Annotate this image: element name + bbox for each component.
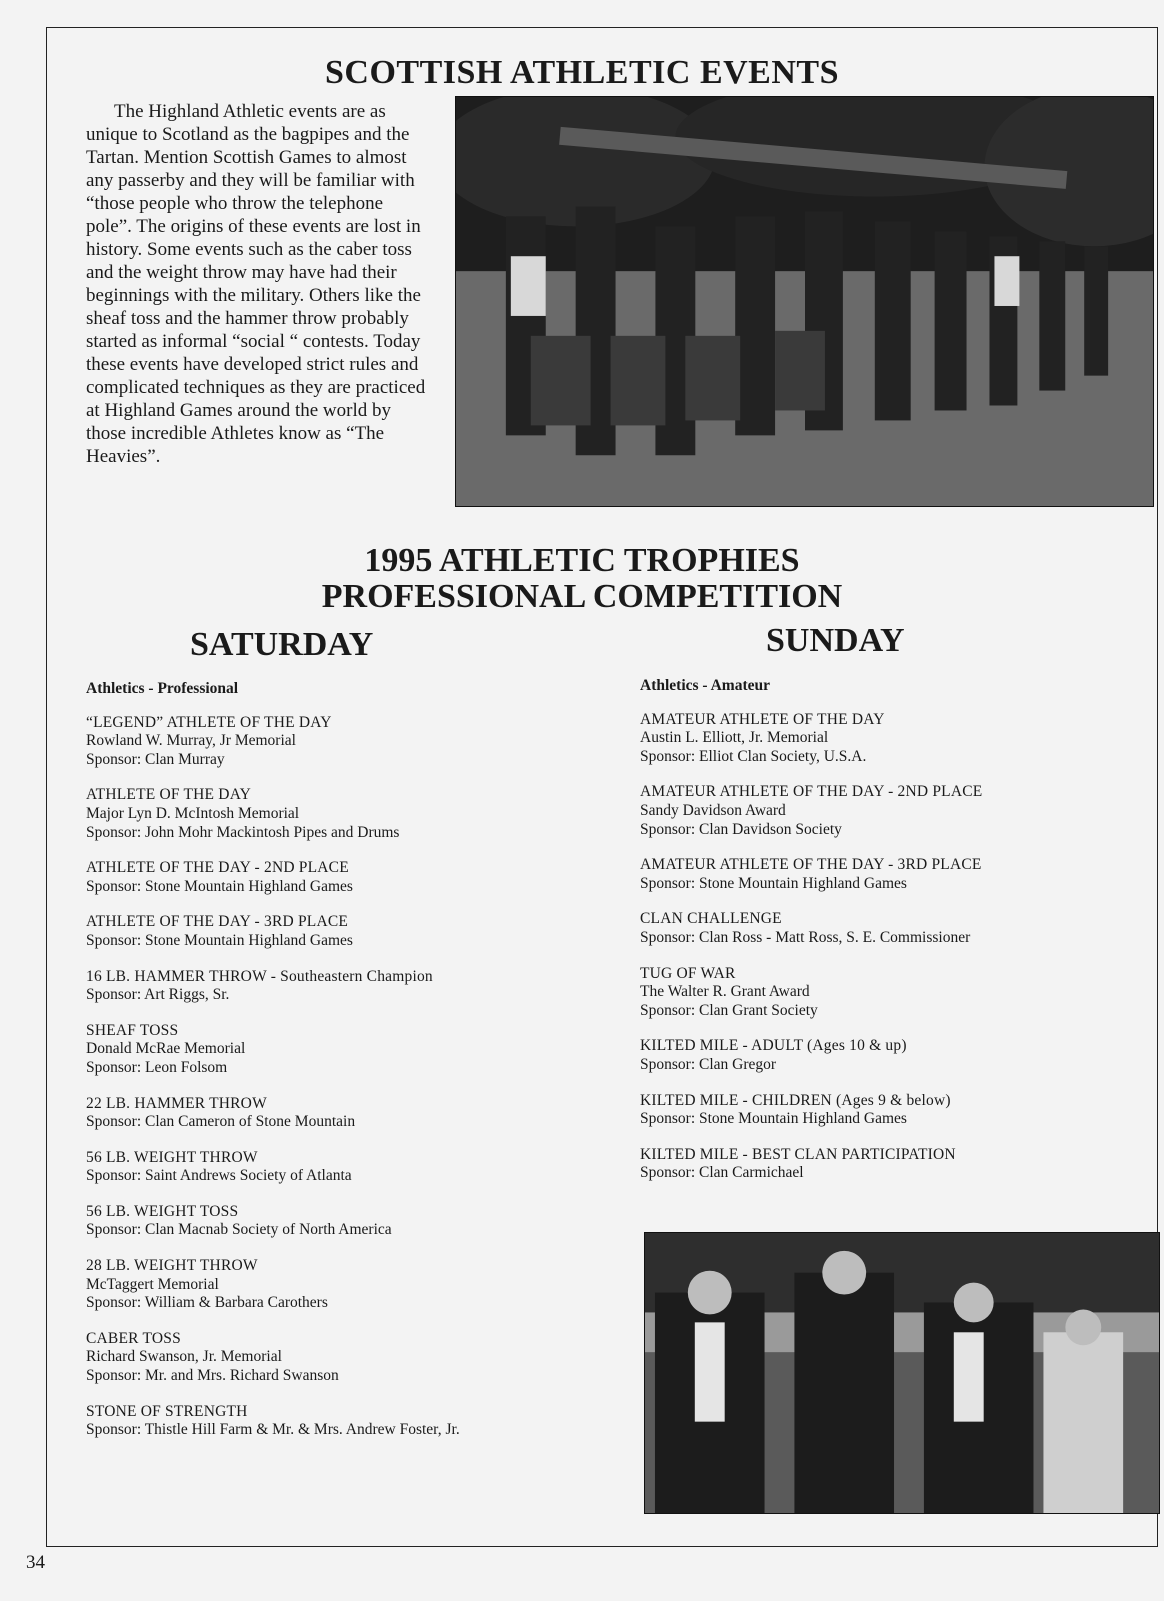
award-entry: [86, 1403, 606, 1440]
award-detail: Sponsor: Clan Macnab Society of North America: [86, 1221, 392, 1239]
award-entry: [86, 913, 606, 950]
award-title: TUG OF WAR: [640, 964, 736, 982]
award-title: ATHLETE OF THE DAY - 2ND PLACE: [86, 859, 349, 877]
award-title: CABER TOSS: [86, 1329, 181, 1347]
award-entry: [640, 1037, 1140, 1074]
award-detail: Sponsor: Clan Ross - Matt Ross, S. E. Commissioner: [640, 928, 971, 946]
award-title: “LEGEND” ATHLETE OF THE DAY: [86, 713, 332, 731]
award-title: 16 LB. HAMMER THROW - Southeastern Champion: [86, 967, 433, 985]
award-entry: [86, 1257, 606, 1313]
award-detail: Sponsor: Stone Mountain Highland Games: [640, 874, 907, 892]
award-detail: Rowland W. Murray, Jr Memorial: [86, 732, 296, 750]
sunday-column: [640, 677, 1140, 1200]
award-detail: Austin L. Elliott, Jr. Memorial: [640, 729, 829, 747]
award-title: 28 LB. WEIGHT THROW: [86, 1257, 258, 1275]
page-title: SCOTTISH ATHLETIC EVENTS: [325, 54, 839, 91]
award-entry: [86, 859, 606, 896]
award-entry: [86, 1095, 606, 1132]
award-detail: Sponsor: Elliot Clan Society, U.S.A.: [640, 747, 867, 765]
award-title: 22 LB. HAMMER THROW: [86, 1094, 267, 1112]
award-detail: Sponsor: Clan Cameron of Stone Mountain: [86, 1113, 356, 1131]
award-entry: [640, 1146, 1140, 1183]
award-detail: Sponsor: Saint Andrews Society of Atlanta: [86, 1167, 352, 1185]
trophies-title-line2: PROFESSIONAL COMPETITION: [321, 578, 843, 615]
intro-paragraph: The Highland Athletic events are as unique to Scotland as the bagpipes and the Tartan. Mention Scottish Games to almost any passerby and they will be familiar with “those people who throw the telephone pole”. The origins of these events are lost in history. Some events such as the caber toss and the weight throw may have had their beginnings with the military. Others like the sheaf toss and the hammer throw probably started as informal “social “ contests. Today these events have developed strict rules and complicated techniques as they are practiced at Highland Games around the world by those incredible Athletes know as “The Heavies”.: [86, 101, 426, 467]
award-detail: Sponsor: Leon Folsom: [86, 1058, 228, 1076]
award-detail: Sponsor: Stone Mountain Highland Games: [86, 931, 353, 949]
award-detail: Sponsor: Stone Mountain Highland Games: [86, 877, 353, 895]
sunday-heading: SUNDAY: [766, 622, 905, 659]
award-detail: Donald McRae Memorial: [86, 1040, 246, 1058]
saturday-award-list: [86, 714, 606, 1440]
saturday-heading: SATURDAY: [190, 626, 374, 663]
award-detail: Sponsor: John Mohr Mackintosh Pipes and Drums: [86, 823, 400, 841]
award-detail: Sponsor: Clan Davidson Society: [640, 820, 842, 838]
sunday-category: Athletics - Amateur: [640, 677, 770, 694]
trophy-presentation-photo: [644, 1232, 1160, 1514]
award-entry: [640, 910, 1140, 947]
saturday-category: Athletics - Professional: [86, 680, 239, 697]
award-detail: Sandy Davidson Award: [640, 801, 786, 819]
award-detail: Sponsor: William & Barbara Carothers: [86, 1294, 328, 1312]
award-entry: [86, 1022, 606, 1078]
award-title: ATHLETE OF THE DAY: [86, 786, 252, 804]
award-entry: [640, 1092, 1140, 1129]
award-entry: [86, 1203, 606, 1240]
sunday-award-list: [640, 711, 1140, 1183]
award-title: AMATEUR ATHLETE OF THE DAY: [640, 710, 885, 728]
award-title: KILTED MILE - CHILDREN (Ages 9 & below): [640, 1091, 951, 1109]
caber-group-photo: [455, 96, 1154, 507]
award-entry: [640, 783, 1140, 839]
award-detail: Sponsor: Thistle Hill Farm & Mr. & Mrs. Andrew Foster, Jr.: [86, 1421, 460, 1439]
award-entry: [86, 714, 606, 770]
award-detail: Sponsor: Art Riggs, Sr.: [86, 986, 230, 1004]
trophies-title-line1: 1995 ATHLETIC TROPHIES: [364, 542, 800, 579]
award-detail: Richard Swanson, Jr. Memorial: [86, 1348, 282, 1366]
award-detail: Sponsor: Mr. and Mrs. Richard Swanson: [86, 1367, 339, 1385]
award-entry: [640, 965, 1140, 1021]
award-detail: Major Lyn D. McIntosh Memorial: [86, 804, 300, 822]
award-title: ATHLETE OF THE DAY - 3RD PLACE: [86, 913, 349, 931]
award-title: AMATEUR ATHLETE OF THE DAY - 2ND PLACE: [640, 783, 983, 801]
award-detail: Sponsor: Stone Mountain Highland Games: [640, 1110, 907, 1128]
award-title: AMATEUR ATHLETE OF THE DAY - 3RD PLACE: [640, 856, 982, 874]
award-detail: Sponsor: Clan Gregor: [640, 1055, 777, 1073]
award-title: KILTED MILE - BEST CLAN PARTICIPATION: [640, 1145, 956, 1163]
award-entry: [640, 711, 1140, 767]
award-entry: [640, 856, 1140, 893]
award-detail: Sponsor: Clan Grant Society: [640, 1001, 818, 1019]
saturday-column: [86, 680, 606, 1457]
award-entry: [86, 1149, 606, 1186]
award-title: STONE OF STRENGTH: [86, 1402, 248, 1420]
award-entry: [86, 786, 606, 842]
trophies-title: [0, 543, 1164, 615]
award-entry: [86, 968, 606, 1005]
award-title: 56 LB. WEIGHT TOSS: [86, 1202, 239, 1220]
page-number: 34: [26, 1552, 45, 1573]
award-title: CLAN CHALLENGE: [640, 910, 782, 928]
award-title: 56 LB. WEIGHT THROW: [86, 1148, 258, 1166]
award-detail: Sponsor: Clan Murray: [86, 750, 225, 768]
award-entry: [86, 1330, 606, 1386]
award-title: KILTED MILE - ADULT (Ages 10 & up): [640, 1037, 907, 1055]
award-detail: Sponsor: Clan Carmichael: [640, 1164, 804, 1182]
award-detail: McTaggert Memorial: [86, 1275, 219, 1293]
award-detail: The Walter R. Grant Award: [640, 983, 810, 1001]
award-title: SHEAF TOSS: [86, 1021, 179, 1039]
